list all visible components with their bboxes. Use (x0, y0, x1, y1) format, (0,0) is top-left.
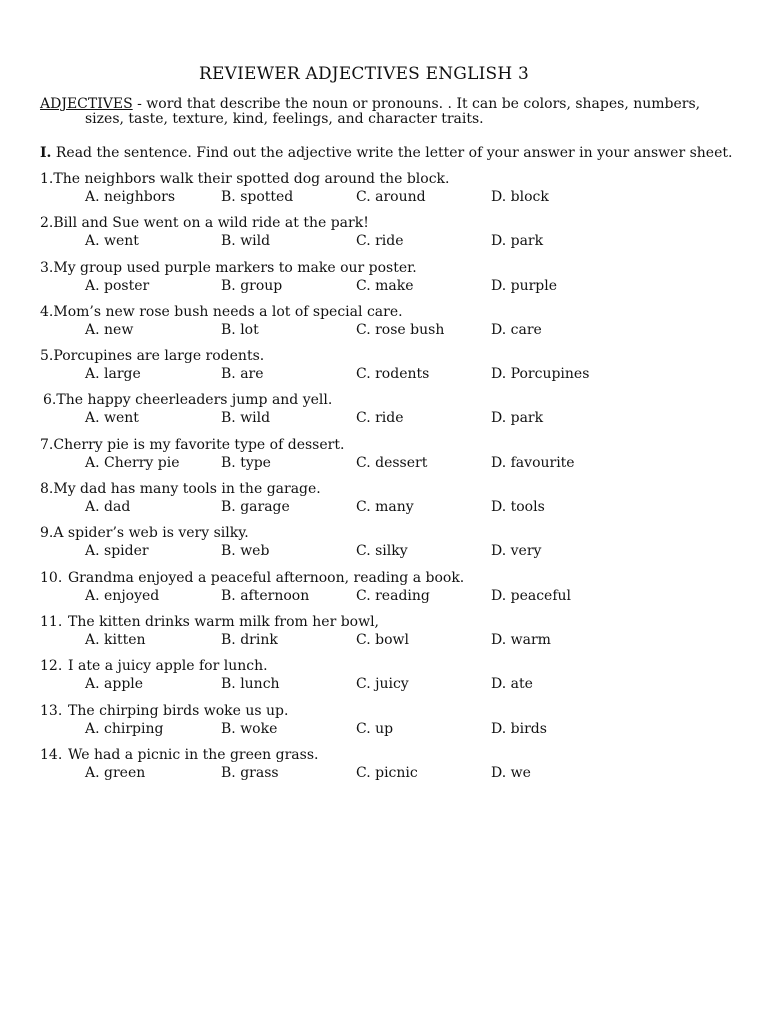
option-d: D. care (491, 321, 542, 338)
question-number: 3. (40, 259, 54, 276)
question-text: Cherry pie is my favorite type of dessert. (53, 436, 345, 453)
option-d: D. favourite (491, 454, 575, 471)
definition-term: ADJECTIVES (40, 96, 133, 112)
option-a: A. new (85, 321, 134, 338)
question-text: The chirping birds woke us up. (68, 702, 289, 719)
question-item (40, 657, 740, 701)
question-text: Bill and Sue went on a wild ride at the park! (53, 215, 369, 232)
definition-line-2: sizes, taste, texture, kind, feelings, and character traits. (85, 111, 484, 127)
option-b: B. grass (221, 764, 279, 781)
option-d: D. we (491, 764, 531, 781)
question-item (40, 214, 740, 258)
question-item (40, 347, 740, 391)
option-a: A. green (85, 764, 146, 781)
option-d: D. park (491, 233, 544, 250)
question-text: The kitten drinks warm milk from her bowl, (68, 613, 380, 630)
question-item (40, 303, 740, 347)
option-a: A. chirping (85, 720, 164, 737)
option-c: C. make (356, 277, 414, 294)
question-number: 9. (40, 525, 54, 542)
option-d: D. purple (491, 277, 558, 294)
adjective-definition (40, 97, 730, 127)
option-a: A. spider (85, 543, 149, 560)
question-number: 13. (40, 702, 63, 719)
question-text: The neighbors walk their spotted dog around the block. (53, 171, 450, 187)
question-item (40, 170, 740, 214)
option-d: D. ate (491, 676, 533, 693)
option-c: C. many (356, 499, 414, 516)
option-d: D. peaceful (491, 587, 572, 604)
question-text: Porcupines are large rodents. (53, 348, 265, 365)
option-c: C. juicy (356, 676, 409, 693)
instructions (40, 145, 732, 161)
option-a: A. Cherry pie (85, 454, 180, 471)
page-title: REVIEWER ADJECTIVES ENGLISH 3 (199, 64, 529, 84)
question-item (40, 702, 740, 746)
question-item (40, 391, 740, 435)
question-text: Grandma enjoyed a peaceful afternoon, reading a book. (68, 569, 465, 586)
question-number: 10. (40, 569, 63, 586)
option-b: B. garage (221, 499, 290, 516)
option-c: C. rose bush (356, 321, 445, 338)
option-b: B. group (221, 277, 283, 294)
question-text: My dad has many tools in the garage. (53, 481, 321, 498)
question-item (40, 524, 740, 568)
option-d: D. Porcupines (491, 366, 590, 383)
option-b: B. afternoon (221, 587, 310, 604)
option-c: C. rodents (356, 366, 430, 383)
option-b: B. are (221, 366, 264, 383)
option-a: A. large (85, 366, 141, 383)
option-d: D. birds (491, 720, 547, 737)
question-number: 7. (40, 436, 54, 453)
question-list (40, 170, 740, 790)
question-text: Mom’s new rose bush needs a lot of special care. (53, 303, 403, 320)
option-d: D. park (491, 410, 544, 427)
instruction-text: Read the sentence. Find out the adjective write the letter of your answer in your answer sheet. (51, 145, 733, 161)
question-number: 12. (40, 658, 63, 675)
question-item (40, 436, 740, 480)
question-text: I ate a juicy apple for lunch. (68, 658, 268, 675)
question-number: 4. (40, 303, 54, 320)
option-d: D. tools (491, 499, 545, 516)
question-number: 5. (40, 348, 54, 365)
question-text: The happy cheerleaders jump and yell. (56, 392, 333, 409)
question-item (40, 746, 740, 790)
option-b: B. lunch (221, 676, 280, 693)
question-text: A spider’s web is very silky. (53, 525, 249, 542)
option-b: B. woke (221, 720, 278, 737)
option-a: A. went (85, 410, 139, 427)
question-text: My group used purple markers to make our poster. (53, 259, 417, 276)
option-c: C. dessert (356, 454, 428, 471)
option-c: C. ride (356, 233, 404, 250)
question-number: 8. (40, 481, 54, 498)
option-a: A. went (85, 233, 139, 250)
question-item (40, 480, 740, 524)
option-c: C. bowl (356, 631, 409, 648)
option-b: B. web (221, 543, 270, 560)
question-number: 2. (40, 215, 54, 232)
option-b: B. wild (221, 233, 271, 250)
option-a: A. kitten (85, 631, 146, 648)
option-c: C. around (356, 189, 426, 205)
option-b: B. lot (221, 321, 259, 338)
question-item (40, 613, 740, 657)
question-item (40, 569, 740, 613)
option-a: A. dad (85, 499, 131, 516)
question-number: 6. (43, 392, 57, 409)
option-d: D. block (491, 189, 549, 205)
question-number: 11. (40, 613, 63, 630)
option-a: A. neighbors (85, 189, 176, 205)
option-b: B. type (221, 454, 271, 471)
option-c: C. ride (356, 410, 404, 427)
option-c: C. reading (356, 587, 430, 604)
question-text: We had a picnic in the green grass. (68, 746, 319, 763)
question-item (40, 259, 740, 303)
option-a: A. enjoyed (85, 587, 160, 604)
section-number: I. (40, 145, 52, 161)
definition-line-1: - word that describe the noun or pronouns. . It can be colors, shapes, numbers, (132, 96, 701, 112)
option-c: C. silky (356, 543, 408, 560)
option-c: C. up (356, 720, 394, 737)
option-c: C. picnic (356, 764, 418, 781)
question-number: 1. (40, 171, 54, 187)
question-number: 14. (40, 746, 63, 763)
option-d: D. warm (491, 631, 551, 648)
option-b: B. drink (221, 631, 278, 648)
option-a: A. poster (85, 277, 150, 294)
option-d: D. very (491, 543, 542, 560)
option-b: B. wild (221, 410, 271, 427)
option-a: A. apple (85, 676, 144, 693)
option-b: B. spotted (221, 189, 294, 205)
